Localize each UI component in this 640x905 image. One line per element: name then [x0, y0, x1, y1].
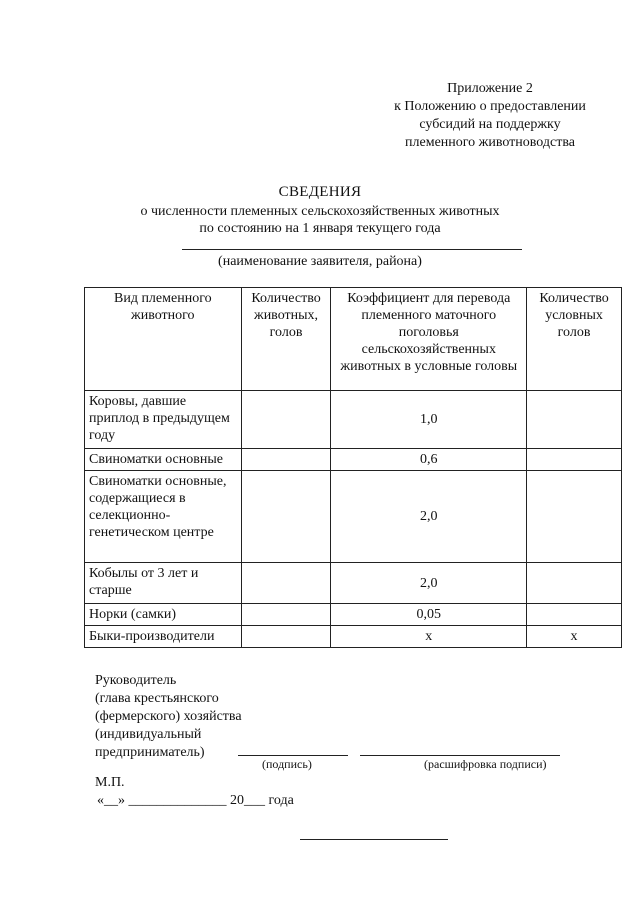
table-row [85, 471, 622, 563]
header-coefficient: Коэффициент для перевода племенного маточного поголовья сельскохозяйственных животных в условные головы [331, 288, 527, 391]
row-animal-type: Свиноматки основные, содержащиеся в селекционно-генетическом центре [85, 471, 242, 563]
row-conditional [527, 449, 622, 471]
signature-role [95, 672, 242, 762]
bottom-blank-line [300, 839, 448, 840]
appendix-line: Приложение 2 [447, 81, 533, 96]
signature-blank-line [238, 755, 348, 756]
appendix-line: племенного животноводства [405, 135, 575, 150]
row-count [241, 471, 331, 563]
row-coefficient: 2,0 [331, 471, 527, 563]
row-conditional [527, 563, 622, 604]
applicant-blank-line [182, 249, 522, 250]
header-animal-type: Вид племенного животного [85, 288, 242, 391]
row-animal-type: Кобылы от 3 лет и старше [85, 563, 242, 604]
table-row [85, 563, 622, 604]
table-row [85, 604, 622, 626]
row-conditional [527, 604, 622, 626]
row-coefficient: x [331, 626, 527, 648]
signature-role-line: предприниматель) [95, 745, 205, 760]
row-count [241, 604, 331, 626]
row-conditional: x [527, 626, 622, 648]
table-row [85, 449, 622, 471]
row-conditional [527, 391, 622, 449]
table-row [85, 391, 622, 449]
row-coefficient: 0,05 [331, 604, 527, 626]
row-coefficient: 0,6 [331, 449, 527, 471]
table-row [85, 626, 622, 648]
document-subtitle-date: по состоянию на 1 января текущего года [199, 221, 441, 236]
row-animal-type: Свиноматки основные [85, 449, 242, 471]
row-count [241, 626, 331, 648]
row-conditional [527, 471, 622, 563]
appendix-header [370, 80, 610, 152]
name-blank-line [360, 755, 560, 756]
date-line: «__» ______________ 20___ года [97, 793, 294, 808]
row-count [241, 449, 331, 471]
table-header-row [85, 288, 622, 391]
row-animal-type: Быки-производители [85, 626, 242, 648]
signature-role-line: (индивидуальный [95, 727, 202, 742]
row-count [241, 391, 331, 449]
signature-role-line: (глава крестьянского [95, 691, 219, 706]
stamp-label: М.П. [95, 775, 125, 790]
header-conditional-heads: Количество условных голов [527, 288, 622, 391]
appendix-line: к Положению о предоставлении [394, 99, 586, 114]
row-animal-type: Норки (самки) [85, 604, 242, 626]
applicant-caption: (наименование заявителя, района) [218, 254, 422, 269]
document-title: СВЕДЕНИЯ [278, 184, 362, 200]
signature-caption: (подпись) [262, 757, 312, 771]
row-animal-type: Коровы, давшие приплод в предыдущем году [85, 391, 242, 449]
document-subtitle: о численности племенных сельскохозяйственных животных [140, 204, 500, 219]
row-coefficient: 2,0 [331, 563, 527, 604]
livestock-table [84, 287, 622, 648]
header-animal-count: Количество животных, голов [241, 288, 331, 391]
signature-role-line: Руководитель [95, 673, 177, 688]
row-count [241, 563, 331, 604]
name-caption: (расшифровка подписи) [424, 757, 547, 771]
signature-role-line: (фермерского) хозяйства [95, 709, 242, 724]
appendix-line: субсидий на поддержку [419, 117, 561, 132]
row-coefficient: 1,0 [331, 391, 527, 449]
